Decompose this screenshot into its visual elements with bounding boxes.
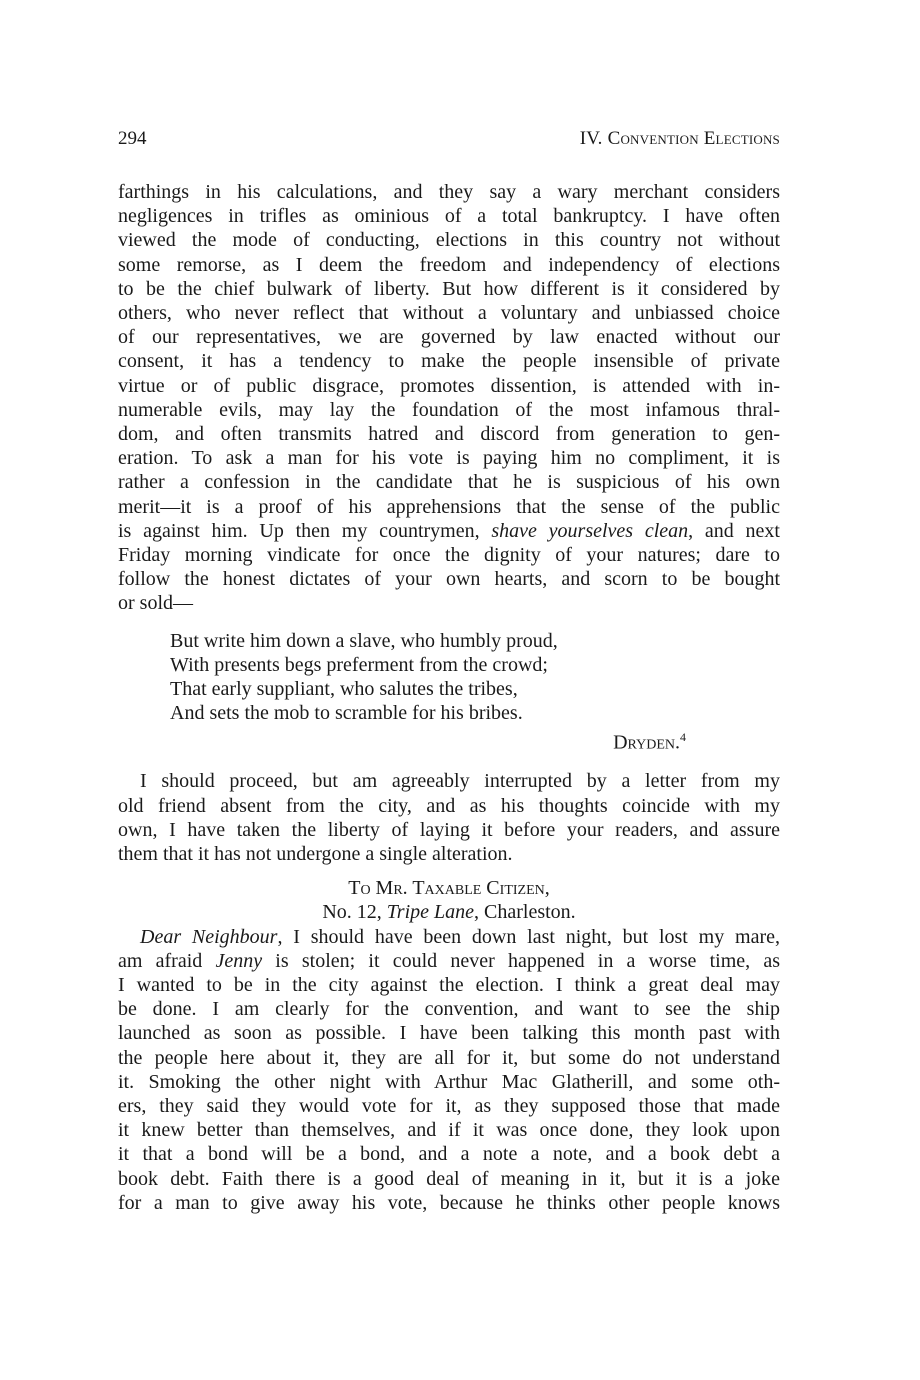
text-line: I should proceed, but am agreeably interrupted by a letter from my <box>140 770 780 793</box>
text-line: or sold— <box>118 592 193 615</box>
text-line: merit—it is a proof of his apprehensions that the sense of the public <box>118 495 780 518</box>
text-line: negligences in trifles as ominious of a total bankruptcy. I have often <box>118 205 780 228</box>
text-line: of our representatives, we are governed by law enacted without our <box>118 326 780 349</box>
text-run: is against him. Up then my countrymen, <box>118 519 492 542</box>
text-run: is stolen; it could never happened in a worse time, as <box>262 949 780 972</box>
text-line: farthings in his calculations, and they say a wary merchant considers <box>118 181 780 203</box>
text-line: follow the honest dictates of your own hearts, and scorn to be bought <box>118 568 780 591</box>
text-run: , Charleston. <box>474 901 576 924</box>
text-line: to be the chief bulwark of liberty. But how different is it considered by <box>118 277 780 300</box>
paragraph-2 <box>118 769 780 866</box>
text-run: , and next <box>688 519 780 542</box>
verse-quotation <box>170 629 780 726</box>
page-number: 294 <box>118 128 147 149</box>
text-line <box>118 519 780 543</box>
footnote-marker: 4 <box>680 730 686 745</box>
text-line: I wanted to be in the city against the election. I think a great deal may <box>118 973 780 996</box>
text-line: virtue or of public disgrace, promotes dissention, is attended with in- <box>118 374 780 397</box>
text-line: them that it has not undergone a single alteration. <box>118 842 513 865</box>
text-line: others, who never reflect that without a voluntary and unbiassed choice <box>118 302 780 325</box>
running-head <box>118 128 780 150</box>
verse-line: That early suppliant, who salutes the tribes, <box>170 678 518 701</box>
text-line: ers, they said they would vote for it, as they supposed those that made <box>118 1094 780 1117</box>
verse-line: With presents begs preferment from the crowd; <box>170 653 548 676</box>
text-line: viewed the mode of conducting, elections in this country not without <box>118 229 780 252</box>
attribution-name: Dryden. <box>613 732 680 755</box>
body-text <box>118 180 780 1215</box>
letter-address-street <box>118 900 780 924</box>
letter-address: To Mr. Taxable Citizen, <box>348 877 550 900</box>
text-line: book debt. Faith there is a good deal of meaning in it, but it is a joke <box>118 1167 780 1190</box>
text-line: own, I have taken the liberty of laying it before your readers, and assure <box>118 818 780 841</box>
text-line: some remorse, as I deem the freedom and independency of elections <box>118 253 780 276</box>
text-line: launched as soon as possible. I have been talking this month past with <box>118 1022 780 1045</box>
verse-line: But write him down a slave, who humbly proud, <box>170 629 558 652</box>
text-line: it knew better than themselves, and if it was once done, they look upon <box>118 1119 780 1142</box>
text-line <box>118 949 780 973</box>
text-line: the people here about it, they are all for it, but some do not understand <box>118 1046 780 1069</box>
text-line: consent, it has a tendency to make the people insensible of private <box>118 350 780 373</box>
running-title: IV. Convention Elections <box>579 128 780 149</box>
text-line: be done. I am clearly for the convention, and want to see the ship <box>118 998 780 1021</box>
text-line: dom, and often transmits hatred and discord from generation to gen- <box>118 423 780 446</box>
verse-line: And sets the mob to scramble for his bribes. <box>170 702 523 725</box>
text-line: Friday morning vindicate for once the dignity of your natures; dare to <box>118 544 780 567</box>
text-run: , I should have been down last night, but lost my mare, <box>277 925 780 948</box>
text-line: it. Smoking the other night with Arthur Mac Glatherill, and some oth- <box>118 1070 780 1093</box>
text-line: eration. To ask a man for his vote is paying him no compliment, it is <box>118 447 780 470</box>
salutation: Dear Neighbour <box>140 925 278 948</box>
text-line: for a man to give away his vote, because he thinks other people knows <box>118 1191 780 1214</box>
paragraph-1 <box>118 180 780 616</box>
text-line: numerable evils, may lay the foundation of the most infamous thral- <box>118 398 780 421</box>
text-line: it that a bond will be a bond, and a note a note, and a book debt a <box>118 1143 780 1166</box>
text-line <box>118 925 780 949</box>
verse-attribution <box>118 725 780 755</box>
text-line: old friend absent from the city, and as his thoughts coincide with my <box>118 794 780 817</box>
text-run: am afraid <box>118 949 216 972</box>
text-line: rather a confession in the candidate that he is suspicious of his own <box>118 471 780 494</box>
italic-phrase: Jenny <box>215 949 263 972</box>
letter-body <box>118 925 780 1215</box>
italic-phrase: Tripe Lane <box>386 901 475 924</box>
text-run: No. 12, <box>322 901 387 924</box>
italic-phrase: shave yourselves clean <box>491 519 689 542</box>
